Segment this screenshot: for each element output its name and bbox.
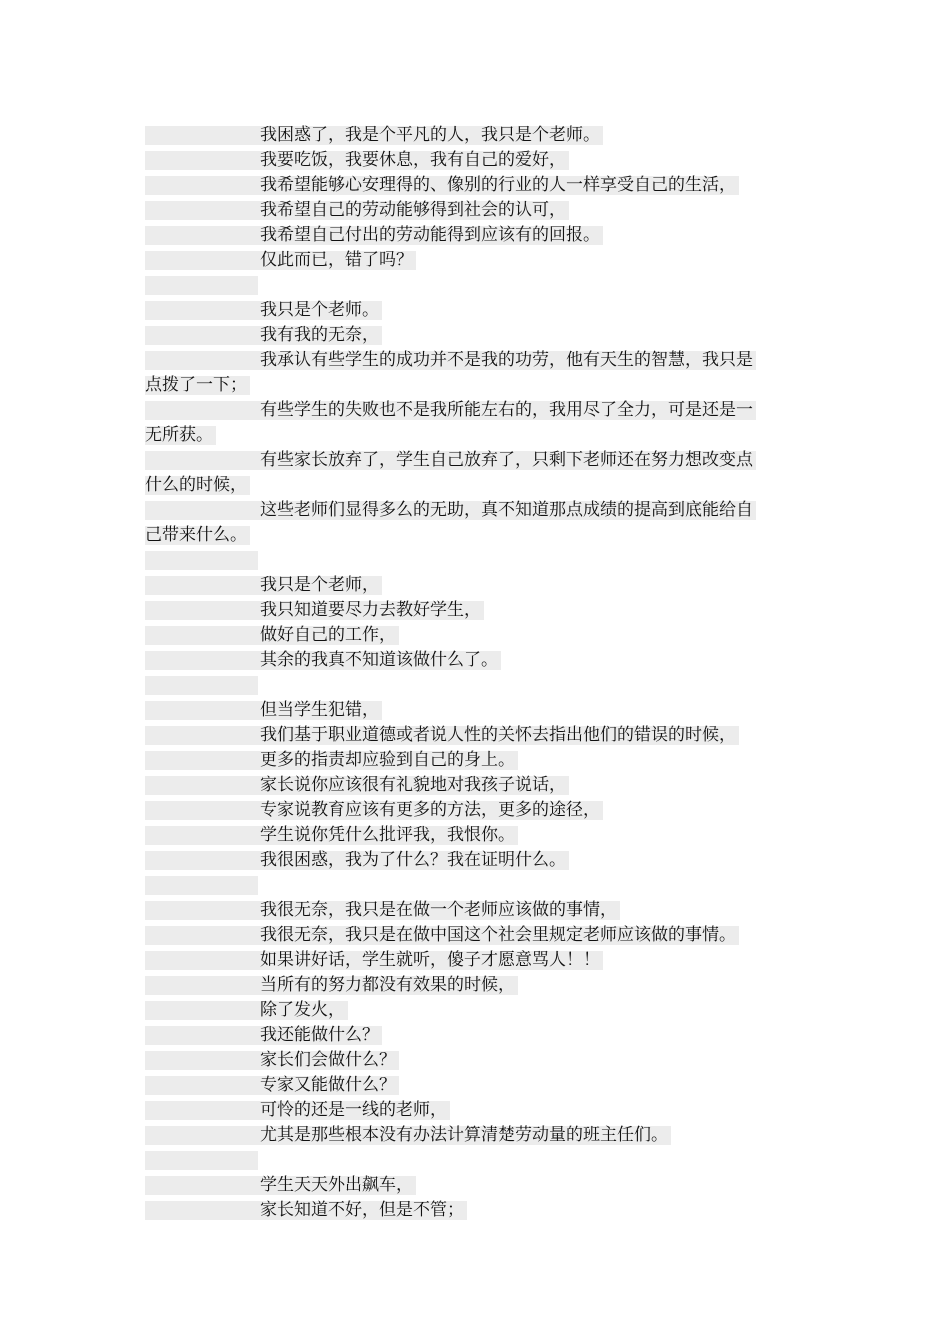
- line-text: 家长们会做什么？: [258, 1051, 399, 1070]
- text-line: [145, 298, 810, 323]
- line-text: 当所有的努力都没有效果的时候，: [258, 976, 518, 995]
- text-line: [145, 698, 810, 723]
- line-indent: [145, 801, 258, 820]
- text-line: [145, 923, 810, 948]
- line-indent: [145, 1101, 258, 1120]
- text-line: [145, 323, 810, 348]
- line-text: 我们基于职业道德或者说人性的关怀去指出他们的错误的时候，: [258, 726, 739, 745]
- line-indent: [145, 876, 258, 895]
- line-text: 专家又能做什么？: [258, 1076, 399, 1095]
- line-text: 我很困惑，我为了什么？我在证明什么。: [258, 851, 569, 870]
- line-indent: [145, 751, 258, 770]
- line-text: 我希望自己付出的劳动能得到应该有的回报。: [258, 226, 603, 245]
- line-text: 其余的我真不知道该做什么了。: [258, 651, 501, 670]
- line-text: 学生说你凭什么批评我，我恨你。: [258, 826, 518, 845]
- line-indent: [145, 1076, 258, 1095]
- line-text: 我还能做什么？: [258, 1026, 382, 1045]
- text-line: [145, 423, 810, 448]
- line-text: 这些老师们显得多么的无助，真不知道那点成绩的提高到底能给自: [258, 501, 756, 520]
- line-text: 仅此而已，错了吗？: [258, 251, 416, 270]
- line-text: 无所获。: [145, 426, 216, 445]
- line-text: 我只是个老师。: [258, 301, 382, 320]
- line-text: 有些家长放弃了，学生自己放弃了，只剩下老师还在努力想改变点: [258, 451, 756, 470]
- line-text: 但当学生犯错，: [258, 701, 382, 720]
- line-indent: [145, 326, 258, 345]
- line-text: 可怜的还是一线的老师，: [258, 1101, 450, 1120]
- line-indent: [145, 901, 258, 920]
- text-line: [145, 373, 810, 398]
- text-line: [145, 1098, 810, 1123]
- text-line: [145, 773, 810, 798]
- line-indent: [145, 926, 258, 945]
- line-indent: [145, 176, 258, 195]
- line-text: 点拨了一下；: [145, 376, 250, 395]
- line-text: 除了发火，: [258, 1001, 348, 1020]
- line-text: 我要吃饭，我要休息，我有自己的爱好，: [258, 151, 569, 170]
- line-indent: [145, 251, 258, 270]
- line-indent: [145, 201, 258, 220]
- line-indent: [145, 1026, 258, 1045]
- text-line: [145, 348, 810, 373]
- text-line: [145, 1123, 810, 1148]
- text-line: [145, 1073, 810, 1098]
- line-indent: [145, 1176, 258, 1195]
- text-line: [145, 848, 810, 873]
- line-indent: [145, 276, 258, 295]
- text-line: [145, 123, 810, 148]
- text-line: [145, 198, 810, 223]
- line-indent: [145, 626, 258, 645]
- line-indent: [145, 576, 258, 595]
- text-line: [145, 1048, 810, 1073]
- line-indent: [145, 676, 258, 695]
- line-text: 我很无奈，我只是在做一个老师应该做的事情，: [258, 901, 620, 920]
- blank-line: [145, 273, 810, 298]
- text-line: [145, 623, 810, 648]
- line-indent: [145, 826, 258, 845]
- line-indent: [145, 151, 258, 170]
- line-indent: [145, 776, 258, 795]
- line-indent: [145, 601, 258, 620]
- line-text: 尤其是那些根本没有办法计算清楚劳动量的班主任们。: [258, 1126, 671, 1145]
- line-text: 如果讲好话，学生就听，傻子才愿意骂人！！: [258, 951, 603, 970]
- line-text: 家长知道不好，但是不管；: [258, 1201, 467, 1220]
- text-line: [145, 1023, 810, 1048]
- text-line: [145, 823, 810, 848]
- line-text: 我只是个老师，: [258, 576, 382, 595]
- line-text: 学生天天外出飙车，: [258, 1176, 416, 1195]
- line-indent: [145, 501, 258, 520]
- text-line: [145, 173, 810, 198]
- line-text: 我有我的无奈，: [258, 326, 382, 345]
- text-line: [145, 1173, 810, 1198]
- line-indent: [145, 1051, 258, 1070]
- line-indent: [145, 301, 258, 320]
- line-text: 己带来什么。: [145, 526, 250, 545]
- line-text: 我困惑了，我是个平凡的人，我只是个老师。: [258, 126, 603, 145]
- line-text: 做好自己的工作，: [258, 626, 399, 645]
- line-text: 我希望自己的劳动能够得到社会的认可，: [258, 201, 569, 220]
- line-text: 更多的指责却应验到自己的身上。: [258, 751, 518, 770]
- line-indent: [145, 126, 258, 145]
- line-indent: [145, 701, 258, 720]
- text-line: [145, 998, 810, 1023]
- line-text: 我希望能够心安理得的、像别的行业的人一样享受自己的生活，: [258, 176, 739, 195]
- text-line: [145, 523, 810, 548]
- text-line: [145, 248, 810, 273]
- blank-line: [145, 873, 810, 898]
- line-indent: [145, 451, 258, 470]
- line-indent: [145, 726, 258, 745]
- text-line: [145, 948, 810, 973]
- line-indent: [145, 551, 258, 570]
- line-indent: [145, 851, 258, 870]
- text-line: [145, 748, 810, 773]
- line-indent: [145, 351, 258, 370]
- text-line: [145, 723, 810, 748]
- blank-line: [145, 673, 810, 698]
- text-line: [145, 598, 810, 623]
- text-line: [145, 573, 810, 598]
- line-text: 什么的时候，: [145, 476, 250, 495]
- text-line: [145, 448, 810, 473]
- line-text: 家长说你应该很有礼貌地对我孩子说话，: [258, 776, 569, 795]
- text-line: [145, 648, 810, 673]
- text-line: [145, 498, 810, 523]
- line-indent: [145, 951, 258, 970]
- line-indent: [145, 1201, 258, 1220]
- text-line: [145, 1198, 810, 1223]
- text-line: [145, 798, 810, 823]
- line-indent: [145, 651, 258, 670]
- line-indent: [145, 401, 258, 420]
- document-body: [145, 123, 810, 1223]
- line-text: 专家说教育应该有更多的方法，更多的途径，: [258, 801, 603, 820]
- text-line: [145, 148, 810, 173]
- line-text: 我承认有些学生的成功并不是我的功劳，他有天生的智慧，我只是: [258, 351, 756, 370]
- line-indent: [145, 976, 258, 995]
- line-text: 有些学生的失败也不是我所能左右的，我用尽了全力，可是还是一: [258, 401, 756, 420]
- line-indent: [145, 226, 258, 245]
- text-line: [145, 223, 810, 248]
- line-text: 我只知道要尽力去教好学生，: [258, 601, 484, 620]
- line-indent: [145, 1126, 258, 1145]
- line-indent: [145, 1151, 258, 1170]
- text-line: [145, 898, 810, 923]
- line-text: 我很无奈，我只是在做中国这个社会里规定老师应该做的事情。: [258, 926, 739, 945]
- blank-line: [145, 548, 810, 573]
- text-line: [145, 473, 810, 498]
- blank-line: [145, 1148, 810, 1173]
- text-line: [145, 973, 810, 998]
- line-indent: [145, 1001, 258, 1020]
- text-line: [145, 398, 810, 423]
